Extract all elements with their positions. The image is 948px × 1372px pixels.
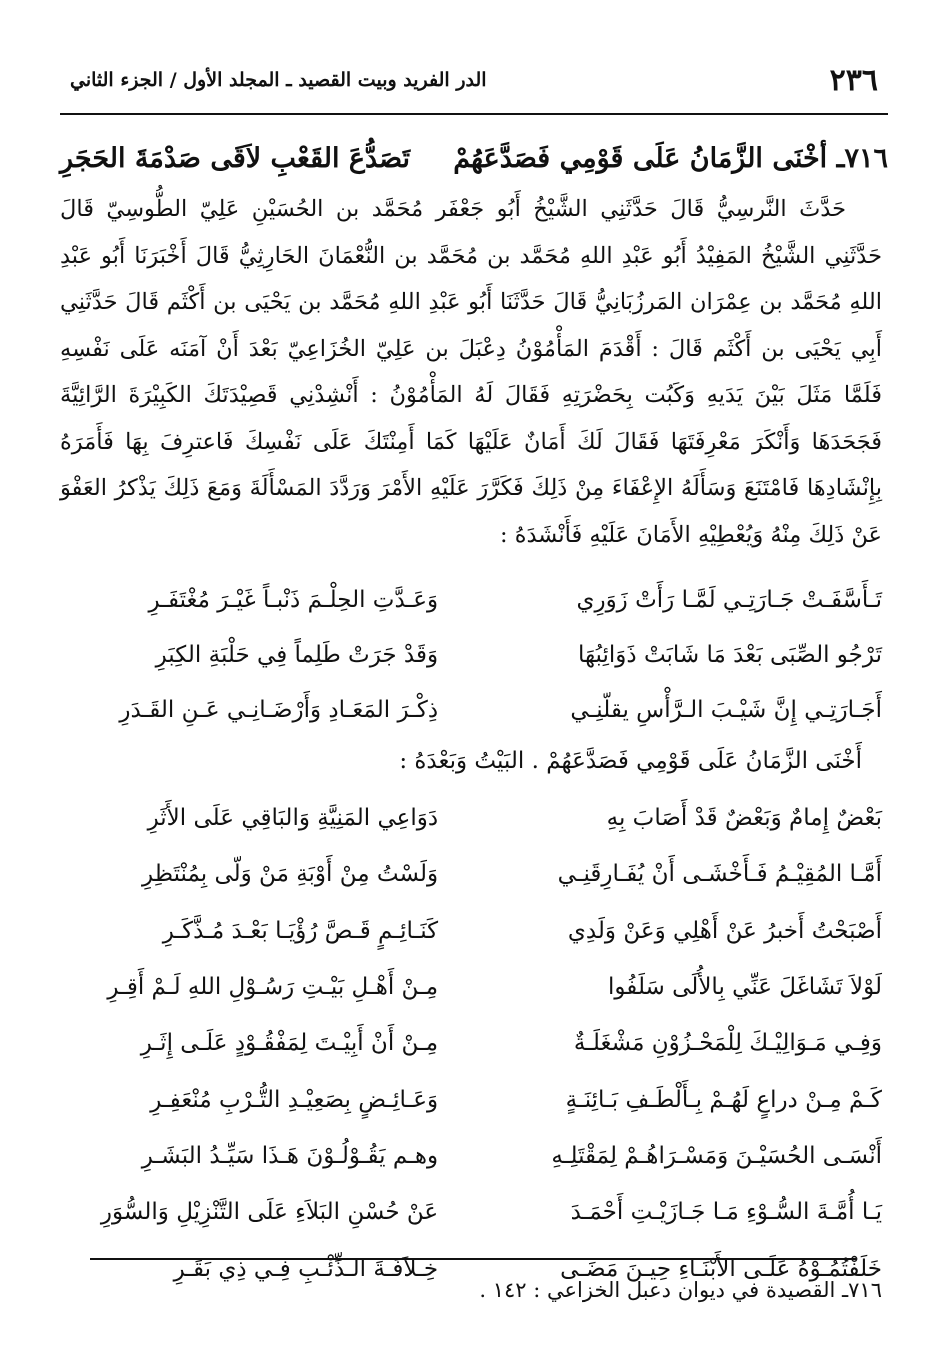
verse-first-hemistich: وَفِـي مَـوَالِيْـكَ لِلْمَحْـزُوْنِ مَشْغَلَـةٌ [573, 1030, 882, 1057]
verse-first-hemistich: خَلَفْتُمُـوْهُ عَلَـى الأَبْنَـاءِ حِيـنَ مَضَـى [560, 1255, 882, 1282]
verse-first-hemistich: أَصْبَحْتُ أَخبرُ عَنْ أَهْلِي وَعَنْ وَلَدِي [567, 917, 882, 944]
verse-first-hemistich: أَجَـارَتِـي إِنَّ شَيْـبَ الـرَّأْسِ يقلّنِـي [570, 696, 882, 723]
verse-second-hemistich: وَعَـائِـضٍ بِصَعِيْـدِ التُّـرْبِ مُنْعَفِـرِ [150, 1086, 439, 1113]
verse-row [60, 1128, 882, 1184]
narration-paragraph: حَدَّثَ النَّرسِيُّ قَالَ حَدَّثَنِي الشَّيْخُ أَبُو جَعْفَر مُحَمَّد بن الحُسَيْنِ عَلِيّ الطُّوسِيّ قَالَ حَدَّثَنِي الشَّيْخُ المَفِيْدُ أَبُو عَبْدِ اللهِ مُحَمَّد بن مُحَمَّد بن النُّعْمَانَ الحَارِثِيُّ قَالَ أَخْبَرَنَا أَبُو عَبْدِ اللهِ مُحَمَّد بن عِمْرَان المَرزُبَانِيُّ قَالَ حَدَّثَنَا أَبُو عَبْدِ اللهِ مُحَمَّد بن يَحْيَى بن أَكْثَم قَالَ حَدَّثَنِي أَبِي يَحْيَى بن أَكْثَم قَالَ : أَقْدَمَ المَأْمُوْنُ دِعْبَلَ بن عَلِيّ الخُزَاعِيّ بَعْدَ أَنْ آمَنَه عَلَى نَفْسِهِ فَلَمَّا مَثَلَ بَيْنَ يَدَيهِ وَكَبُت بِحَضْرَتِهِ فَقَالَ لَهُ المَأْمُوْنُ : أَنْشِدْنِي قَصِيْدَتَكَ الكَبِيْرَةَ الرَّائِيَّةَ فَجَحَدَهَا وَأَنْكَرَ مَعْرِفَتَهَا فَقَالَ لَكَ أَمَانٌ عَلَيْهَا كَمَا أَمِنْتَكَ عَلَى نَفْسِكَ فَاعترِفَ بِهَا فَأَمَرَهُ بِإِنْشَادِهَا فَامْتَنَعَ وَسَأَلَهُ الإِعْفَاءَ مِنْ ذَلِكَ فَكَرَّرَ عَلَيْهِ الأَمْرَ وَرَدَّدَ المَسْأَلَةَ وَمَعَ ذَلِكَ يَذْكرُ العَفْوَ عَنْ ذَلِكَ مِنْهُ وَيُعْطِيْهِ الأَمَانَ عَلَيْهِ فَأَنْشَدَهُ : [60, 196, 882, 548]
heading-verse-first-hemistich: ٧١٦ـ أخْنَى الزَّمَانُ عَلَى قَوْمِي فَصَدَّعَهُمْ [453, 142, 888, 174]
running-header [70, 58, 878, 102]
heading-verse-second-hemistich: تَصَدُّعَ القَعْبِ لاَقَى صَدْمَةَ الحَجَرِ [60, 142, 411, 174]
verse-row [60, 572, 882, 627]
verse-second-hemistich: وَلَسْتُ مِنْ أَوْبَةِ مَنْ وَلّى بِمُنْتَظِرِ [142, 861, 439, 888]
verse-first-hemistich: يَـا أُمَّـةَ السُّـوْءِ مَـا جَـازَيْـتِ أَحْمَـدَ [570, 1199, 882, 1226]
verse-second-hemistich: ذِكْـرَ المَعَـادِ وَأَرْضَـانِـي عَـنِ القَـدَرِ [119, 696, 439, 723]
verse-first-hemistich: بَعْضٌ إِمامٌ وَبَعْضٌ قَدْ أَصَابَ بِهِ [606, 805, 882, 832]
running-title: الدر الفريد وبيت القصيد ـ المجلد الأول / الجزء الثاني [70, 69, 487, 91]
header-divider [60, 113, 888, 115]
verse-row [60, 846, 882, 902]
transition-line: أَخْنَى الزَّمَانُ عَلَى قَوْمِي فَصَدَّعَهُمْ . البَيْتُ وَبَعْدَهُ : [399, 748, 862, 774]
verse-row [60, 1015, 882, 1071]
verse-row [60, 903, 882, 959]
verse-second-hemistich: خِـلاَفَـةَ الـذِّئْـبِ فِـي ذِي بَقَـرِ [173, 1255, 439, 1282]
verse-first-hemistich: لَوْلاَ تَشَاغَلَ عَنِّي بِالأُلَى سَلَفُوا [608, 974, 882, 1001]
verse-row [60, 1184, 882, 1240]
verse-row [60, 682, 882, 737]
verse-row [60, 627, 882, 682]
prose-narration [60, 186, 882, 558]
verse-second-hemistich: كَنَـائِـمٍ قَـصَّ رُؤْيَـا بَعْـدَ مُـذَّكَـرِ [162, 917, 439, 944]
verse-first-hemistich: تَرْجُو الصِّبَى بَعْدَ مَا شَابَتْ ذَوَائِبُهَا [577, 641, 882, 668]
page-number: ٢٣٦ [829, 62, 878, 98]
verse-first-hemistich: أَنْسَـى الحُسَيْـنَ وَمَسْـرَاهُـمْ لِمَقْتَلِـهِ [551, 1142, 882, 1169]
verse-second-hemistich: مِـنْ أَنْ أَبِيْـتَ لِمَفْقُـوْدٍ عَلَـى إِثَـرِ [140, 1030, 439, 1057]
verse-second-hemistich: وَعَـدَّتِ الحِلْـمَ ذَنْبـاً غَيْـرَ مُغْتَفَـرِ [148, 586, 439, 613]
verse-row [60, 959, 882, 1015]
verse-first-hemistich: أَمَّـا المُقِيْـمُ فَـأَخْشَـى أَنْ يُفَـارِقَنِـي [557, 861, 882, 888]
poem-second-section [60, 790, 882, 1297]
verse-second-hemistich: مِـنْ أَهْـلِ بَيْـتِ رَسُـوْلِ اللهِ لَـمْ أَقِـرِ [107, 974, 439, 1001]
verse-second-hemistich: عَنْ حُسْنِ البَلاَءِ عَلَى التَّنْزِيْلِ وَالسُّوَرِ [100, 1199, 439, 1226]
verse-row [60, 790, 882, 846]
heading-verse [60, 132, 888, 184]
verse-first-hemistich: كَـمْ مِـنْ دراعٍ لَهُـمْ بِـأَلْطَـفِ بَـائِنَـةٍ [565, 1086, 882, 1113]
footnote: ٧١٦ـ القصيدة في ديوان دعبل الخزاعي : ١٤٢ . [479, 1278, 882, 1302]
poem-first-section [60, 572, 882, 737]
verse-second-hemistich: دَوَاعِي المَنِيَّةِ وَالبَاقِي عَلَى الأَثَرِ [147, 805, 439, 832]
verse-first-hemistich: تَـأَسَّفَـتْ جَـارَتِـي لَمَّـا رَأَتْ زَوَرِي [576, 586, 882, 613]
verse-second-hemistich: وَقَدْ جَرَتْ طَلِماً فِي حَلْبَةِ الكِبَرِ [155, 641, 439, 668]
footnote-divider [90, 1258, 856, 1260]
verse-second-hemistich: وهـم يَقُـوْلُـوْنَ هَـذَا سَيِّـدُ البَشَـرِ [141, 1142, 439, 1169]
verse-row [60, 1071, 882, 1127]
